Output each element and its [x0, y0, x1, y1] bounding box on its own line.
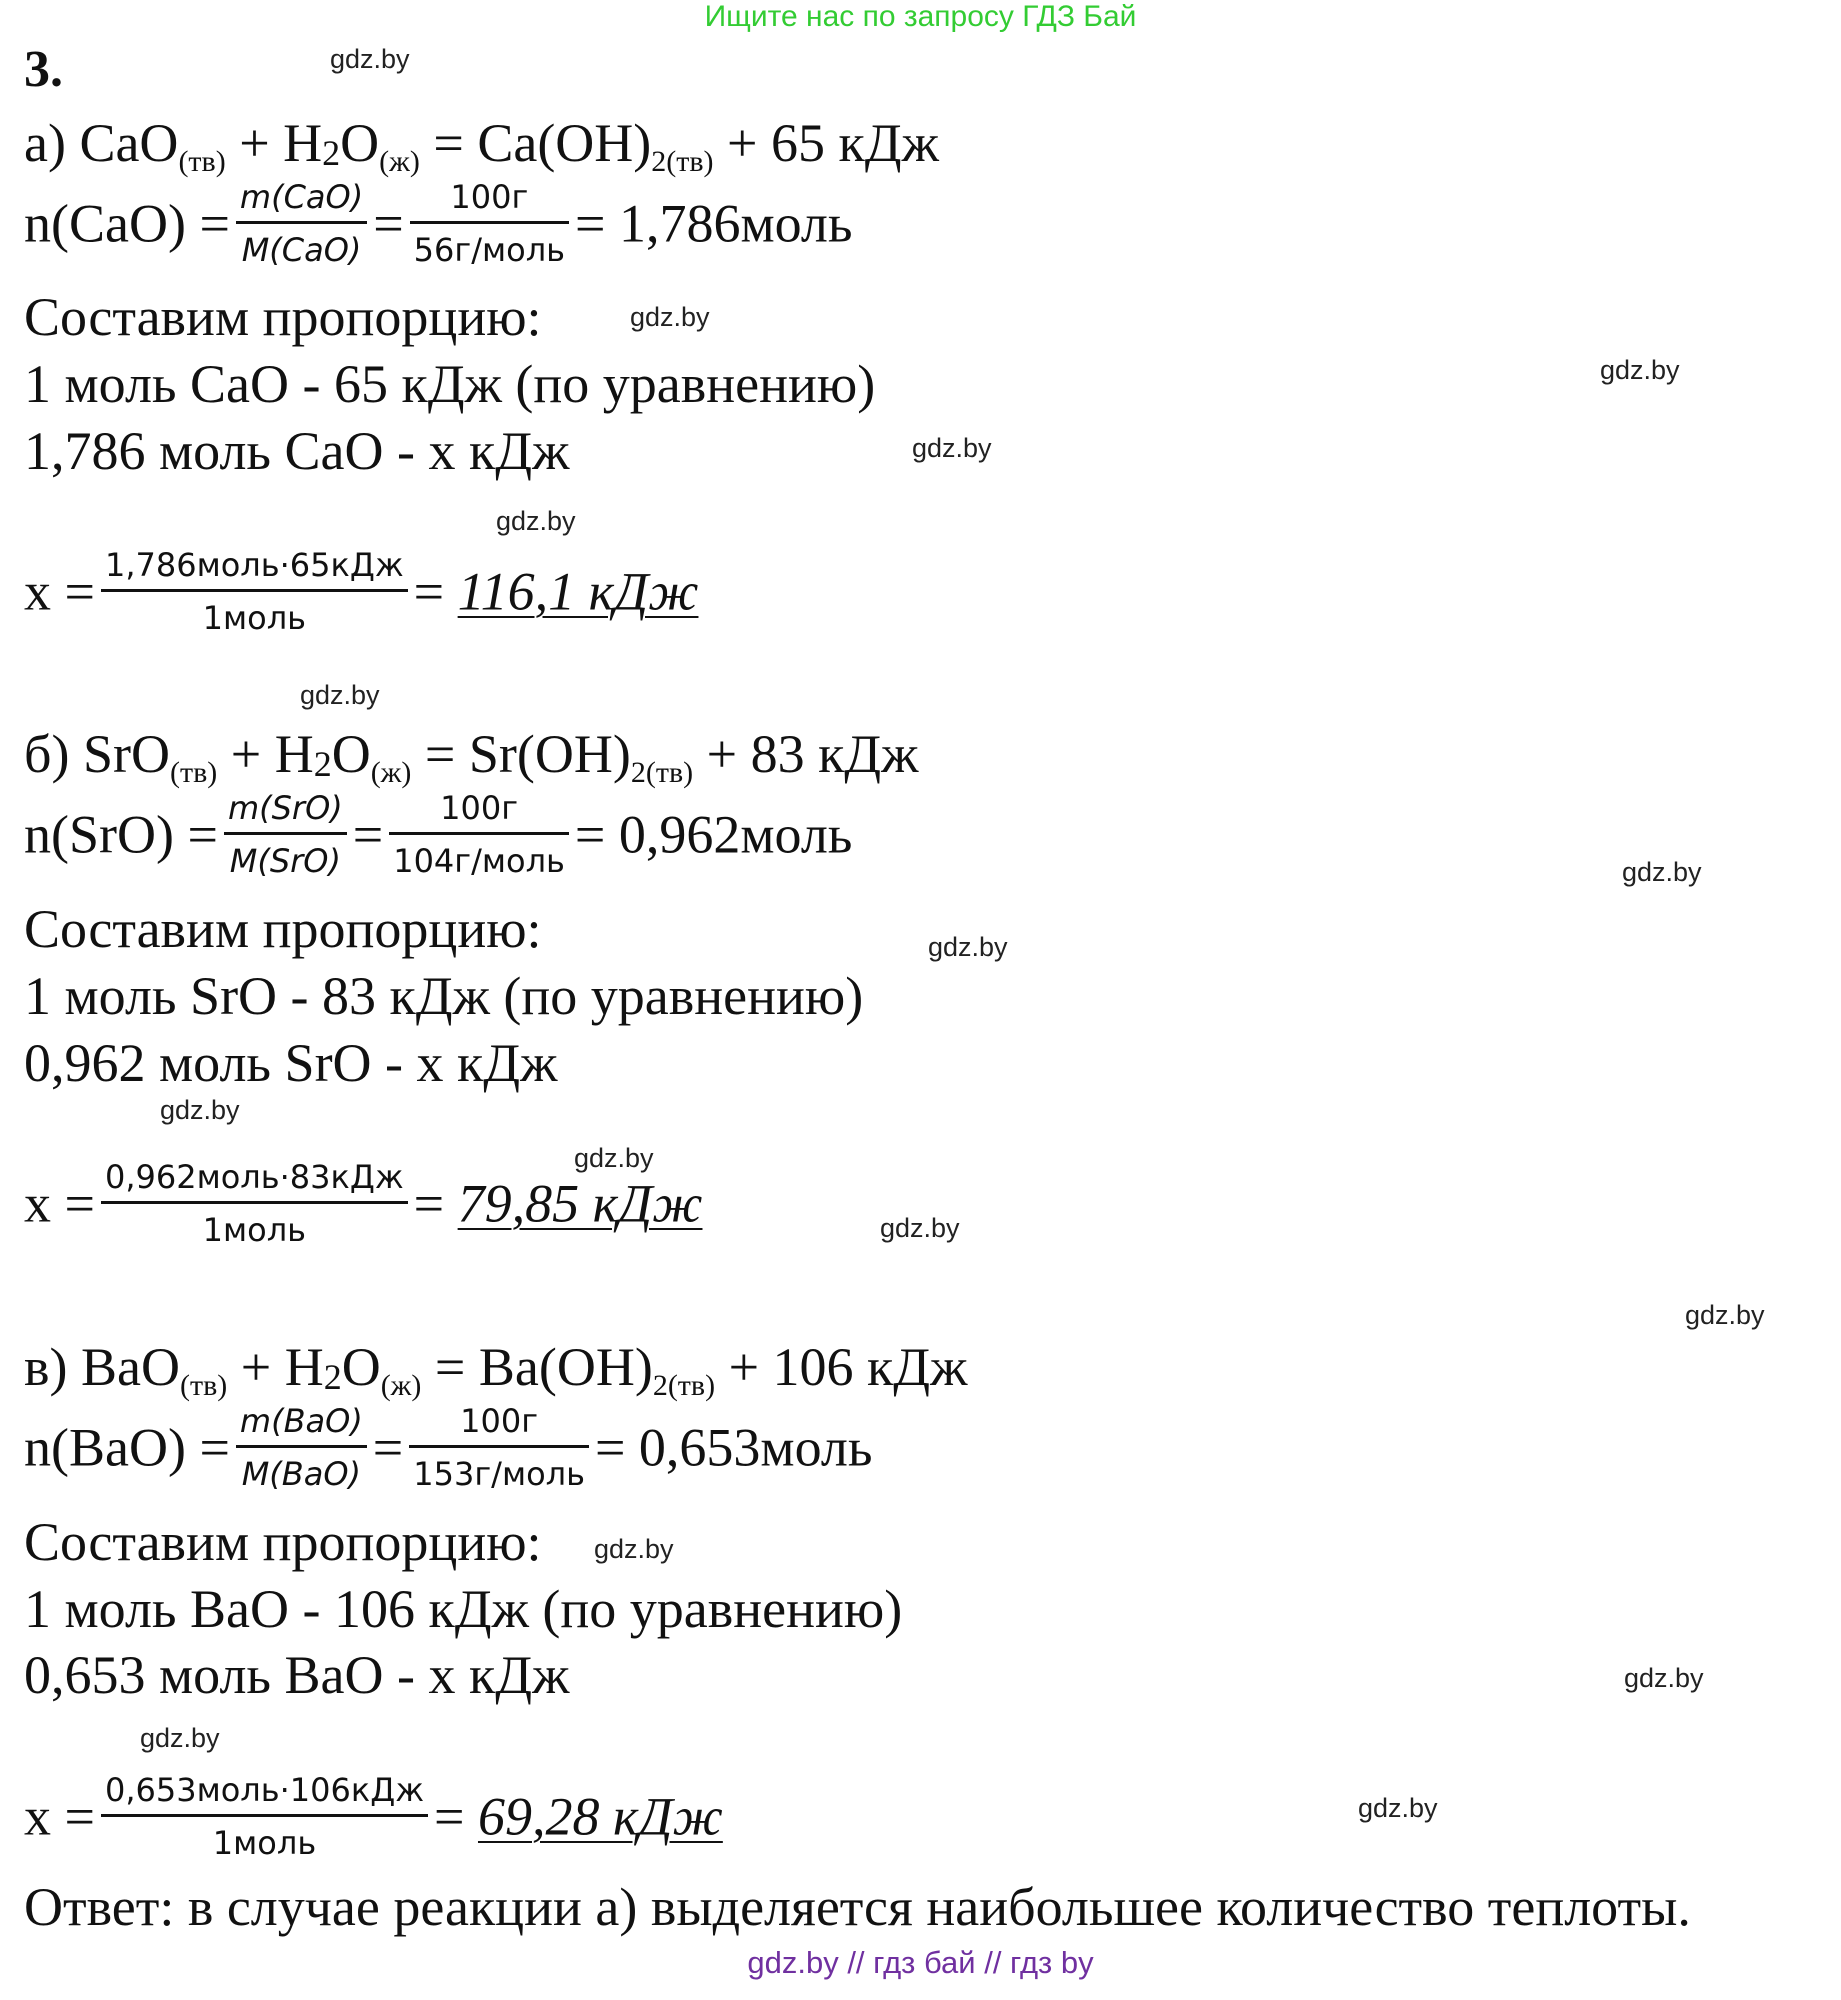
final-answer: Ответ: в случае реакции а) выделяется наибольшее количество теплоты.: [24, 1877, 1691, 1937]
watermark: gdz.by: [630, 302, 710, 332]
proportion-line-2-b: 0,962 моль SrO - x кДж: [24, 1033, 558, 1093]
watermark: gdz.by: [1685, 1300, 1765, 1330]
watermark: gdz.by: [160, 1095, 240, 1125]
proportion-line-1-b: 1 моль SrO - 83 кДж (по уравнению): [24, 966, 864, 1026]
proportion-label-a: Составим пропорцию:: [24, 287, 542, 347]
equation-a: а) $CaO_{(тв)} + H2O_{(ж)} = Ca(OH)_{2(тв)} + 65$ кДж: [24, 113, 939, 178]
x-calculation-b: x = $\frac{\text{0,962моль·83кДж}}{\text{1моль}}$ = 79,85 кДж: [24, 1158, 703, 1249]
watermark: gdz.by: [928, 932, 1008, 962]
watermark: gdz.by: [912, 433, 992, 463]
answer-c: 69,28 кДж: [477, 1786, 723, 1847]
equation-b: б) $SrO_{(тв)} + H2O_{(ж)} = Sr(OH)_{2(тв)} + 83$ кДж: [24, 724, 919, 789]
watermark: gdz.by: [1358, 1793, 1438, 1823]
moles-b: n(SrO) = $\frac{\text{m(SrO)}}{\text{M(SrO)}}$ = $\frac{100г}{\text{104г/моль}}$ = 0,962моль: [24, 789, 853, 880]
proportion-label-b: Составим пропорцию:: [24, 899, 542, 959]
x-calculation-c: x = $\frac{\text{0,653моль·106кДж}}{\text{1моль}}$ = 69,28 кДж: [24, 1771, 723, 1862]
watermark: gdz.by: [880, 1213, 960, 1243]
watermark: gdz.by: [330, 44, 410, 74]
watermark: gdz.by: [594, 1534, 674, 1564]
watermark: gdz.by: [1600, 355, 1680, 385]
watermark: gdz.by: [1622, 857, 1702, 887]
watermark: gdz.by: [140, 1723, 220, 1753]
proportion-line-1-a: 1 моль CaO - 65 кДж (по уравнению): [24, 354, 876, 414]
answer-a: 116,1 кДж: [457, 561, 699, 622]
proportion-line-2-c: 0,653 моль BaO - x кДж: [24, 1645, 570, 1705]
footer-links[interactable]: gdz.by // гдз бай // гдз by: [747, 1945, 1094, 1980]
watermark: gdz.by: [300, 680, 380, 710]
top-banner[interactable]: Ищите нас по запросу ГДЗ Бай: [704, 0, 1137, 33]
equation-c: в) $BaO_{(тв)} + H2O_{(ж)} = Ba(OH)_{2(тв)} + 106$ кДж: [24, 1337, 968, 1402]
moles-c: n(BaO) = $\frac{\text{m(BaO)}}{\text{M(BaO)}}$ = $\frac{100г}{\text{153г/моль}}$ = 0,653моль: [24, 1402, 873, 1493]
watermark: gdz.by: [574, 1143, 654, 1173]
proportion-line-2-a: 1,786 моль CaO - x кДж: [24, 421, 570, 481]
x-calculation-a: x = $\frac{\text{1,786моль·65кДж}}{\text{1моль}}$ = 116,1 кДж: [24, 546, 699, 637]
moles-a: n(CaO) = $\frac{\text{m(CaO)}}{\text{M(CaO)}}$ = $\frac{100г}{\text{56г/моль}}$ = 1,786моль: [24, 178, 853, 269]
proportion-label-c: Составим пропорцию:: [24, 1512, 542, 1572]
answer-b: 79,85 кДж: [457, 1173, 703, 1234]
watermark: gdz.by: [496, 506, 576, 536]
task-number: 3.: [24, 41, 63, 98]
proportion-line-1-c: 1 моль BaO - 106 кДж (по уравнению): [24, 1579, 903, 1639]
watermark: gdz.by: [1624, 1663, 1704, 1693]
